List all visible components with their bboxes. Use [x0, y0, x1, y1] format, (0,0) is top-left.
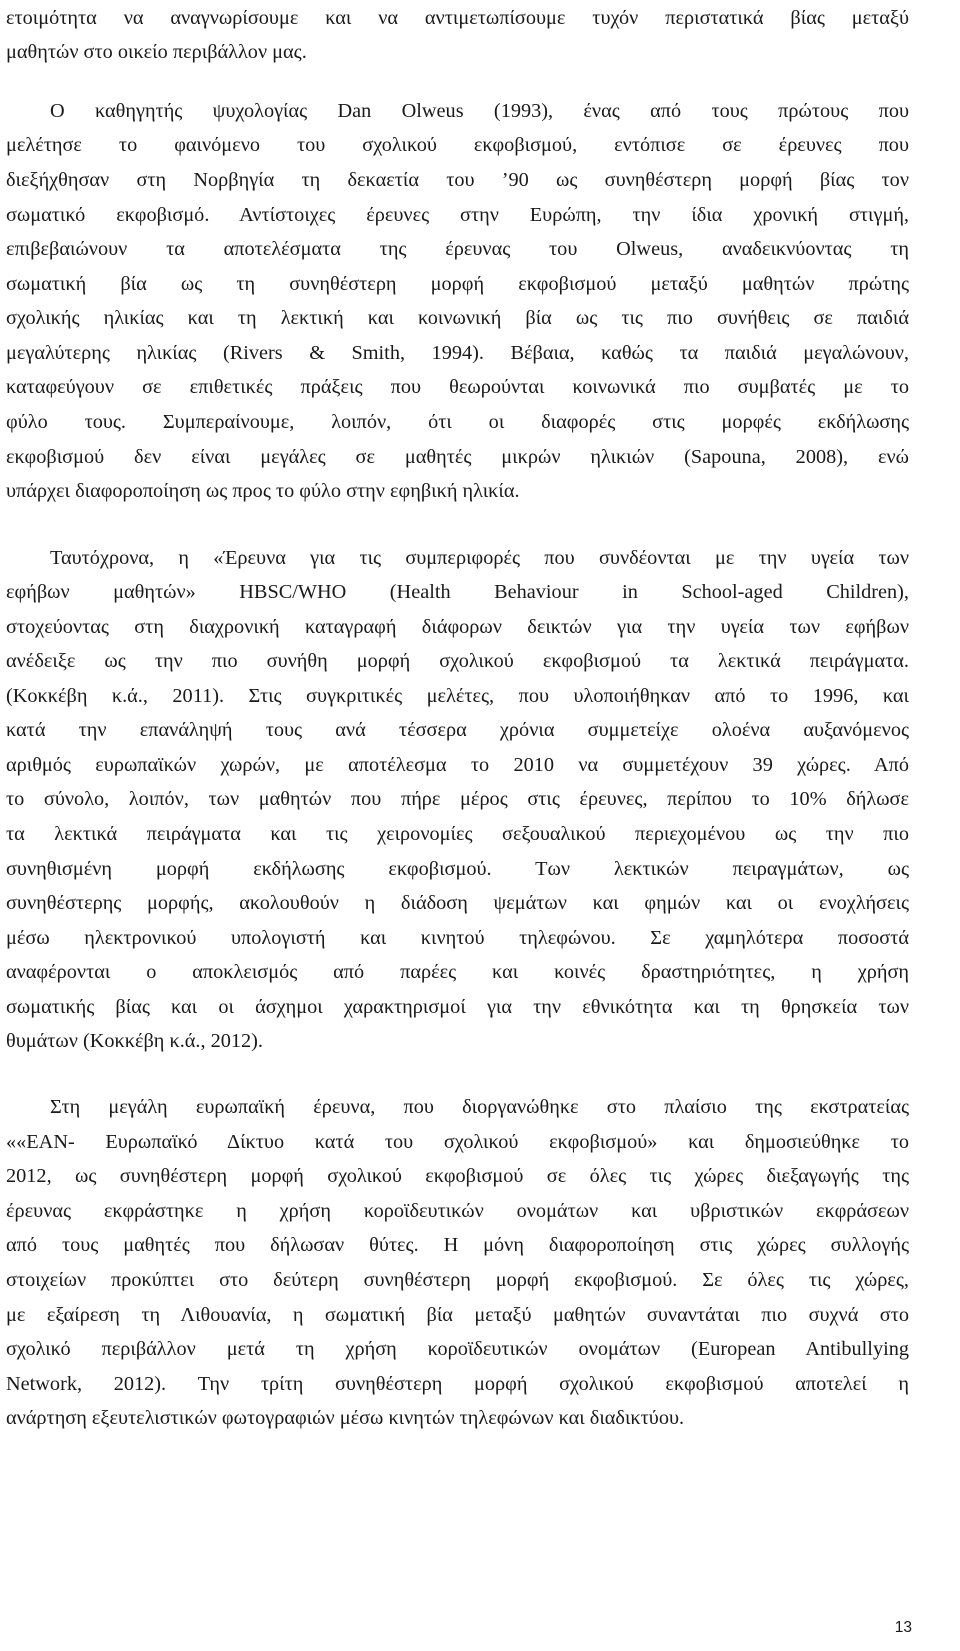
text-line: συνηθισμένη μορφή εκδήλωσης εκφοβισμού. Των λεκτικών πειραγμάτων, ως [6, 858, 909, 880]
text-line: Ο καθηγητής ψυχολογίας Dan Olweus (1993), ένας από τους πρώτους που [50, 100, 909, 122]
text-line: από τους μαθητές που δήλωσαν θύτες. Η μόνη διαφοροποίηση στις χώρες συλλογής [6, 1234, 909, 1256]
text-line: μέσω ηλεκτρονικού υπολογιστή και κινητού τηλεφώνου. Σε χαμηλότερα ποσοστά [6, 927, 909, 949]
text-line: μελέτησε το φαινόμενο του σχολικού εκφοβισμού, εντόπισε σε έρευνες που [6, 134, 909, 156]
text-line: το σύνολο, λοιπόν, των μαθητών που πήρε μέρος στις έρευνες, περίπου το 10% δήλωσε [6, 788, 909, 810]
text-line: Στη μεγάλη ευρωπαϊκή έρευνα, που διοργανώθηκε στο πλαίσιο της εκστρατείας [50, 1096, 909, 1118]
text-line: σχολικό περιβάλλον μετά τη χρήση κοροϊδευτικών ονομάτων (European Antibullying [6, 1338, 909, 1360]
text-line: υπάρχει διαφοροποίηση ως προς το φύλο στην εφηβική ηλικία. [6, 480, 520, 502]
text-line: αναφέρονται ο αποκλεισμός από παρέες και κοινές δραστηριότητες, η χρήση [6, 961, 909, 983]
text-line: μαθητών στο οικείο περιβάλλον μας. [6, 41, 307, 63]
text-line: (Κοκκέβη κ.ά., 2011). Στις συγκριτικές μελέτες, που υλοποιήθηκαν από το 1996, και [6, 685, 909, 707]
text-line: διεξήχθησαν στη Νορβηγία τη δεκαετία του ’90 ως συνηθέστερη μορφή βίας τον [6, 169, 909, 191]
page-number: 13 [894, 1619, 912, 1636]
text-line: 2012, ως συνηθέστερη μορφή σχολικού εκφοβισμού σε όλες τις χώρες διεξαγωγής της [6, 1165, 909, 1187]
text-line: Ταυτόχρονα, η «Έρευνα για τις συμπεριφορές που συνδέονται με την υγεία των [50, 547, 909, 569]
text-line: φύλο τους. Συμπεραίνουμε, λοιπόν, ότι οι διαφορές στις μορφές εκδήλωσης [6, 411, 909, 433]
text-line: σωματική βία ως τη συνηθέστερη μορφή εκφοβισμού μεταξύ μαθητών πρώτης [6, 273, 909, 295]
text-line: αριθμός ευρωπαϊκών χωρών, με αποτέλεσμα το 2010 να συμμετέχουν 39 χώρες. Από [6, 754, 909, 776]
text-line: κατά την επανάληψή τους ανά τέσσερα χρόνια συμμετείχε ολοένα αυξανόμενος [6, 719, 909, 741]
text-line: εκφοβισμού δεν είναι μεγάλες σε μαθητές μικρών ηλικιών (Sapouna, 2008), ενώ [6, 446, 909, 468]
text-line: στοχεύοντας στη διαχρονική καταγραφή διάφορων δεικτών για την υγεία των εφήβων [6, 616, 909, 638]
text-line: σχολικής ηλικίας και τη λεκτική και κοινωνική βία ως τις πιο συνήθεις σε παιδιά [6, 307, 909, 329]
text-line: με εξαίρεση τη Λιθουανία, η σωματική βία μεταξύ μαθητών συναντάται πιο συχνά στο [6, 1304, 909, 1326]
text-line: μεγαλύτερης ηλικίας (Rivers & Smith, 1994). Βέβαια, καθώς τα παιδιά μεγαλώνουν, [6, 342, 909, 364]
text-line: Network, 2012). Την τρίτη συνηθέστερη μορφή σχολικού εκφοβισμού αποτελεί η [6, 1373, 909, 1395]
text-line: σωματικό εκφοβισμό. Αντίστοιχες έρευνες στην Ευρώπη, την ίδια χρονική στιγμή, [6, 204, 909, 226]
text-line: επιβεβαιώνουν τα αποτελέσματα της έρευνας του Olweus, αναδεικνύοντας τη [6, 238, 909, 260]
text-line: στοιχείων προκύπτει στο δεύτερη συνηθέστερη μορφή εκφοβισμού. Σε όλες τις χώρες, [6, 1269, 909, 1291]
text-line: ««ΕΑΝ- Ευρωπαϊκό Δίκτυο κατά του σχολικού εκφοβισμού» και δημοσιεύθηκε το [6, 1131, 909, 1153]
text-line: ανέδειξε ως την πιο συνήθη μορφή σχολικού εκφοβισμού τα λεκτικά πειράγματα. [6, 650, 909, 672]
text-line: ετοιμότητα να αναγνωρίσουμε και να αντιμετωπίσουμε τυχόν περιστατικά βίας μεταξύ [6, 7, 909, 29]
text-line: έρευνας εκφράστηκε η χρήση κοροϊδευτικών ονομάτων και υβριστικών εκφράσεων [6, 1200, 909, 1222]
text-line: τα λεκτικά πειράγματα και τις χειρονομίες σεξουαλικού περιεχομένου ως την πιο [6, 823, 909, 845]
text-line: θυμάτων (Κοκκέβη κ.ά., 2012). [6, 1030, 264, 1052]
text-line: συνηθέστερης μορφής, ακολουθούν η διάδοση ψεμάτων και φημών και οι ενοχλήσεις [6, 892, 909, 914]
text-line: καταφεύγουν σε επιθετικές πράξεις που θεωρούνται κοινωνικά πιο συμβατές με το [6, 376, 909, 398]
text-line: εφήβων μαθητών» HBSC/WHO (Health Behaviour in School-aged Children), [6, 581, 909, 603]
text-line: σωματικής βίας και οι άσχημοι χαρακτηρισμοί για την εθνικότητα και τη θρησκεία των [6, 996, 909, 1018]
text-line: ανάρτηση εξευτελιστικών φωτογραφιών μέσω κινητών τηλεφώνων και διαδικτύου. [6, 1407, 685, 1429]
